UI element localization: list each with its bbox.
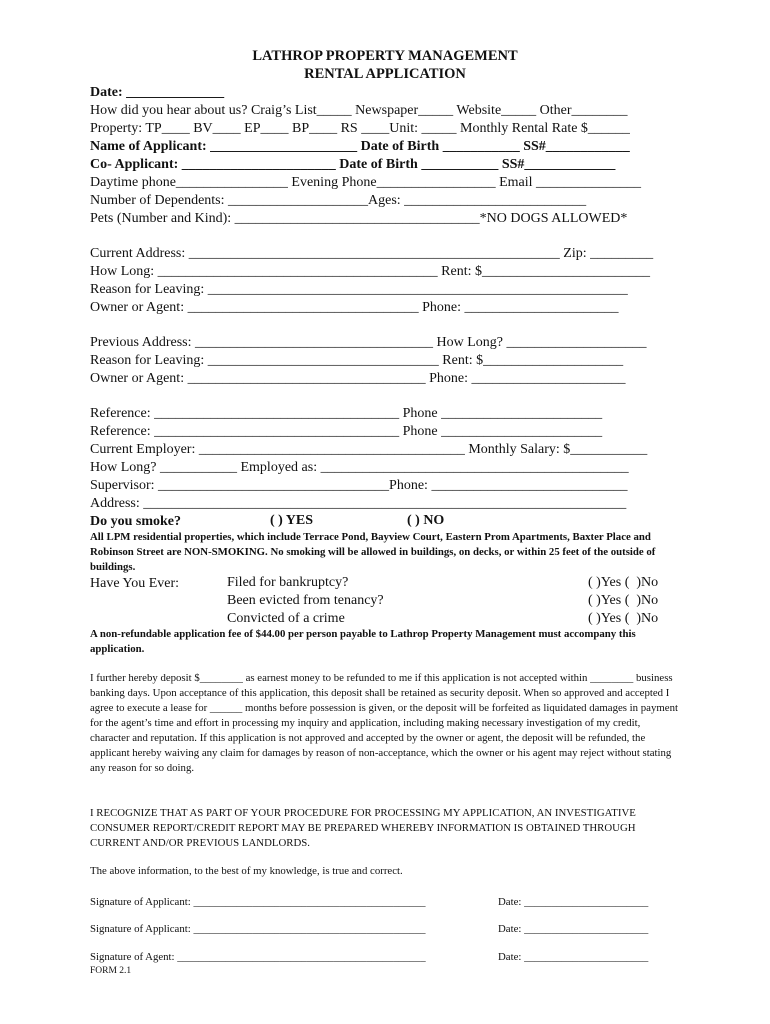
property-field[interactable]: Property: TP____ BV____ EP____ BP____ RS ____Unit: _____ Monthly Rental Rate $______ — [90, 121, 630, 136]
supervisor-field[interactable]: Supervisor: _________________________________Phone: ____________________________ — [90, 478, 628, 493]
reference-2-field[interactable]: Reference: ___________________________________ Phone _______________________ — [90, 424, 603, 439]
phones-field[interactable]: Daytime phone________________ Evening Phone_________________ Email _______________ — [90, 175, 642, 190]
smoke-no-option[interactable]: ( ) NO — [407, 513, 445, 528]
employed-field[interactable]: How Long? ___________ Employed as: ____________________________________________ — [90, 460, 629, 475]
applicant-field[interactable]: Name of Applicant: _____________________ Date of Birth ___________ SS#____________ — [90, 139, 630, 154]
applicant-signature-2[interactable]: Signature of Applicant: ___________________________________________ — [90, 923, 426, 935]
form-title: RENTAL APPLICATION — [304, 66, 466, 82]
applicant-signature-2-date[interactable]: Date: _______________________ — [498, 923, 649, 935]
employer-address-field[interactable]: Address: _____________________________________________________________________ — [90, 496, 627, 511]
form-number: FORM 2.1 — [90, 966, 132, 976]
have-you-ever-label: Have You Ever: — [90, 576, 180, 591]
applicant-signature-1-date[interactable]: Date: _______________________ — [498, 896, 649, 908]
pets-field[interactable]: Pets (Number and Kind): ___________________________________*NO DOGS ALLOWED* — [90, 211, 628, 226]
eviction-choice[interactable]: ( )Yes ( )No — [588, 593, 659, 608]
company-title: LATHROP PROPERTY MANAGEMENT — [252, 48, 518, 64]
eviction-question: Been evicted from tenancy? — [227, 593, 384, 608]
previous-address-field[interactable]: Previous Address: __________________________________ How Long? ____________________ — [90, 335, 647, 350]
crime-choice[interactable]: ( )Yes ( )No — [588, 611, 659, 626]
smoke-question: Do you smoke? — [90, 514, 182, 529]
current-owner-field[interactable]: Owner or Agent: _________________________________ Phone: ______________________ — [90, 300, 619, 315]
deposit-terms: I further hereby deposit $________ as earnest money to be refunded to me if this application is not accepted within ________ business banking days. Upon acceptance of this application, this deposit shall be retained as security deposit. When so approved and accepted I agree to execute a lease for ______ months before possession is given, or the deposit will be forfeited as liquidated damages in payment for the agent’s time and effort in processing my inquiry and application, including making necessary investigation of my credit, character and reputation. If this application is not approved and accepted by the owner or agent, the deposit will be refunded, the applicant hereby waiving any claim for damages by reason of non-acceptance, which the owner or his agent may reject without stating any reason for so doing. — [90, 672, 678, 774]
certification-statement: The above information, to the best of my knowledge, is true and correct. — [90, 865, 403, 877]
agent-signature[interactable]: Signature of Agent: ______________________________________________ — [90, 951, 426, 963]
date-field[interactable]: Date: ______________ — [90, 85, 225, 100]
agent-signature-date[interactable]: Date: _______________________ — [498, 951, 649, 963]
coapplicant-field[interactable]: Co- Applicant: ______________________ Date of Birth ___________ SS#_____________ — [90, 157, 616, 172]
bankruptcy-question: Filed for bankruptcy? — [227, 575, 349, 590]
non-smoking-notice: All LPM residential properties, which include Terrace Pond, Bayview Court, Eastern Prom Apartments, Baxter Place and Robinson Street are NON-SMOKING. No smoking will be allowed in buildings, on decks, or within 25 feet of the outside of buildings. — [90, 531, 656, 573]
current-how-long-field[interactable]: How Long: ________________________________________ Rent: $________________________ — [90, 264, 650, 279]
employer-field[interactable]: Current Employer: ______________________________________ Monthly Salary: $___________ — [90, 442, 648, 457]
current-address-field[interactable]: Current Address: _____________________________________________________ Zip: _________ — [90, 246, 654, 261]
previous-owner-field[interactable]: Owner or Agent: __________________________________ Phone: ______________________ — [90, 371, 626, 386]
credit-report-notice: I RECOGNIZE THAT AS PART OF YOUR PROCEDURE FOR PROCESSING MY APPLICATION, AN INVESTIGATIVE CONSUMER REPORT/CREDIT REPORT MAY BE PREPARED WHEREBY INFORMATION IS OBTAINED THROUGH CURRENT AND/OR PREVIOUS LANDLORDS. — [90, 807, 636, 849]
dependents-field[interactable]: Number of Dependents: ____________________Ages: __________________________ — [90, 193, 587, 208]
previous-reason-field[interactable]: Reason for Leaving: _________________________________ Rent: $____________________ — [90, 353, 624, 368]
smoke-yes-option[interactable]: ( ) YES — [270, 513, 314, 528]
applicant-signature-1[interactable]: Signature of Applicant: ___________________________________________ — [90, 896, 426, 908]
reference-1-field[interactable]: Reference: ___________________________________ Phone _______________________ — [90, 406, 603, 421]
current-reason-field[interactable]: Reason for Leaving: ____________________________________________________________ — [90, 282, 628, 297]
referral-source-field[interactable]: How did you hear about us? Craig’s List_____ Newspaper_____ Website_____ Other________ — [90, 103, 628, 118]
application-fee-notice: A non-refundable application fee of $44.00 per person payable to Lathrop Property Management must accompany this application. — [90, 628, 636, 655]
bankruptcy-choice[interactable]: ( )Yes ( )No — [588, 575, 659, 590]
crime-question: Convicted of a crime — [227, 611, 345, 626]
